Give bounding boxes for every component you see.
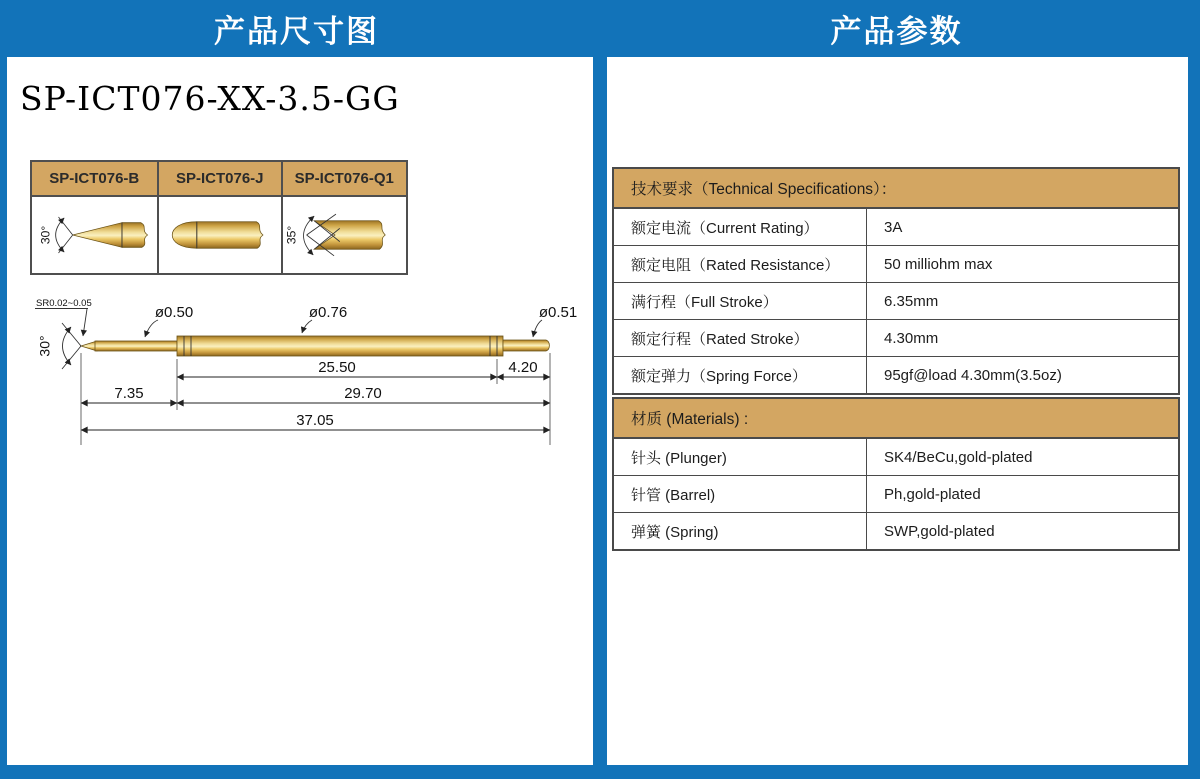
tail-diameter-label: ø0.51 bbox=[538, 304, 578, 321]
tip-angle-annotation bbox=[37, 323, 81, 369]
row-value: Ph,gold-plated bbox=[884, 485, 981, 503]
tail-length-dim: 4.20 bbox=[508, 359, 538, 376]
extension-lines bbox=[81, 353, 550, 445]
table-row bbox=[614, 282, 1178, 319]
row-value: SWP,gold-plated bbox=[884, 522, 995, 540]
barrel-length-dim: 25.50 bbox=[318, 359, 356, 376]
table-row bbox=[614, 439, 1178, 475]
row-value: 6.35mm bbox=[884, 292, 939, 310]
tip-angle-label: 30° bbox=[36, 335, 53, 357]
dimension-lines bbox=[81, 359, 550, 430]
crown-tip-drawing bbox=[285, 199, 404, 271]
probe-dimension-drawing bbox=[7, 283, 593, 451]
row-label: 弹簧 (Spring) bbox=[614, 513, 867, 549]
technical-specs-table bbox=[612, 167, 1180, 395]
materials-table bbox=[612, 397, 1180, 551]
total-length-dim: 37.05 bbox=[296, 412, 334, 429]
table-row bbox=[614, 512, 1178, 549]
table-row bbox=[614, 319, 1178, 356]
dome-tip-drawing bbox=[159, 199, 280, 271]
diameter-callouts bbox=[145, 304, 577, 337]
variant-cell-cone-tip bbox=[32, 197, 157, 273]
right-panel-title: 产品参数 bbox=[830, 14, 963, 49]
table-row bbox=[614, 245, 1178, 282]
barrel-diameter-label: ø0.76 bbox=[308, 304, 348, 321]
tip-variants-header-row bbox=[32, 162, 406, 197]
tail-pin bbox=[503, 340, 549, 351]
probe-body bbox=[81, 336, 549, 356]
table-row bbox=[614, 475, 1178, 512]
variant-cell-crown-tip bbox=[281, 197, 406, 273]
variant-header-b: SP-ICT076-B bbox=[32, 162, 157, 195]
barrel-tail-length-dim: 29.70 bbox=[344, 385, 382, 402]
crown-angle-label: 35° bbox=[284, 225, 299, 245]
dimension-drawing-panel bbox=[7, 57, 593, 765]
tip-variants-table bbox=[30, 160, 408, 275]
row-value: SK4/BeCu,gold-plated bbox=[884, 448, 1033, 466]
tip-variants-body-row bbox=[32, 197, 406, 273]
tip-radius-annotation bbox=[35, 298, 92, 336]
plunger-length-dim: 7.35 bbox=[114, 385, 144, 402]
cone-tip-drawing bbox=[34, 199, 155, 271]
barrel bbox=[177, 336, 503, 356]
plunger-rod bbox=[95, 341, 177, 351]
variant-header-q1: SP-ICT076-Q1 bbox=[281, 162, 406, 195]
variant-header-j: SP-ICT076-J bbox=[157, 162, 282, 195]
materials-table-header: 材质 (Materials) : bbox=[614, 399, 1178, 439]
table-row bbox=[614, 209, 1178, 245]
row-value: 3A bbox=[884, 218, 903, 236]
row-label: 满行程（Full Stroke） bbox=[614, 283, 867, 319]
row-label: 额定电流（Current Rating） bbox=[614, 209, 867, 245]
row-label: 针头 (Plunger) bbox=[614, 439, 867, 475]
row-label: 额定电阻（Rated Resistance） bbox=[614, 246, 867, 282]
row-label: 额定弹力（Spring Force） bbox=[614, 357, 867, 393]
row-label: 针管 (Barrel) bbox=[614, 476, 867, 512]
plunger-diameter-label: ø0.50 bbox=[154, 304, 194, 321]
row-label: 额定行程（Rated Stroke） bbox=[614, 320, 867, 356]
row-value: 50 milliohm max bbox=[884, 255, 993, 273]
variant-cell-dome-tip bbox=[157, 197, 282, 273]
left-panel-title: 产品尺寸图 bbox=[214, 14, 379, 49]
row-value: 95gf@load 4.30mm(3.5oz) bbox=[884, 366, 1062, 384]
table-row bbox=[614, 356, 1178, 393]
model-number: SP-ICT076-XX-3.5-GG bbox=[20, 79, 400, 118]
page-header-band bbox=[0, 0, 1200, 57]
row-value: 4.30mm bbox=[884, 329, 939, 347]
cone-angle-label: 30° bbox=[38, 225, 53, 245]
technical-specs-table-header: 技术要求（Technical Specifications）： bbox=[614, 169, 1178, 209]
parameters-panel bbox=[607, 57, 1188, 765]
tip-radius-label: SR0.02~0.05 bbox=[36, 298, 92, 309]
